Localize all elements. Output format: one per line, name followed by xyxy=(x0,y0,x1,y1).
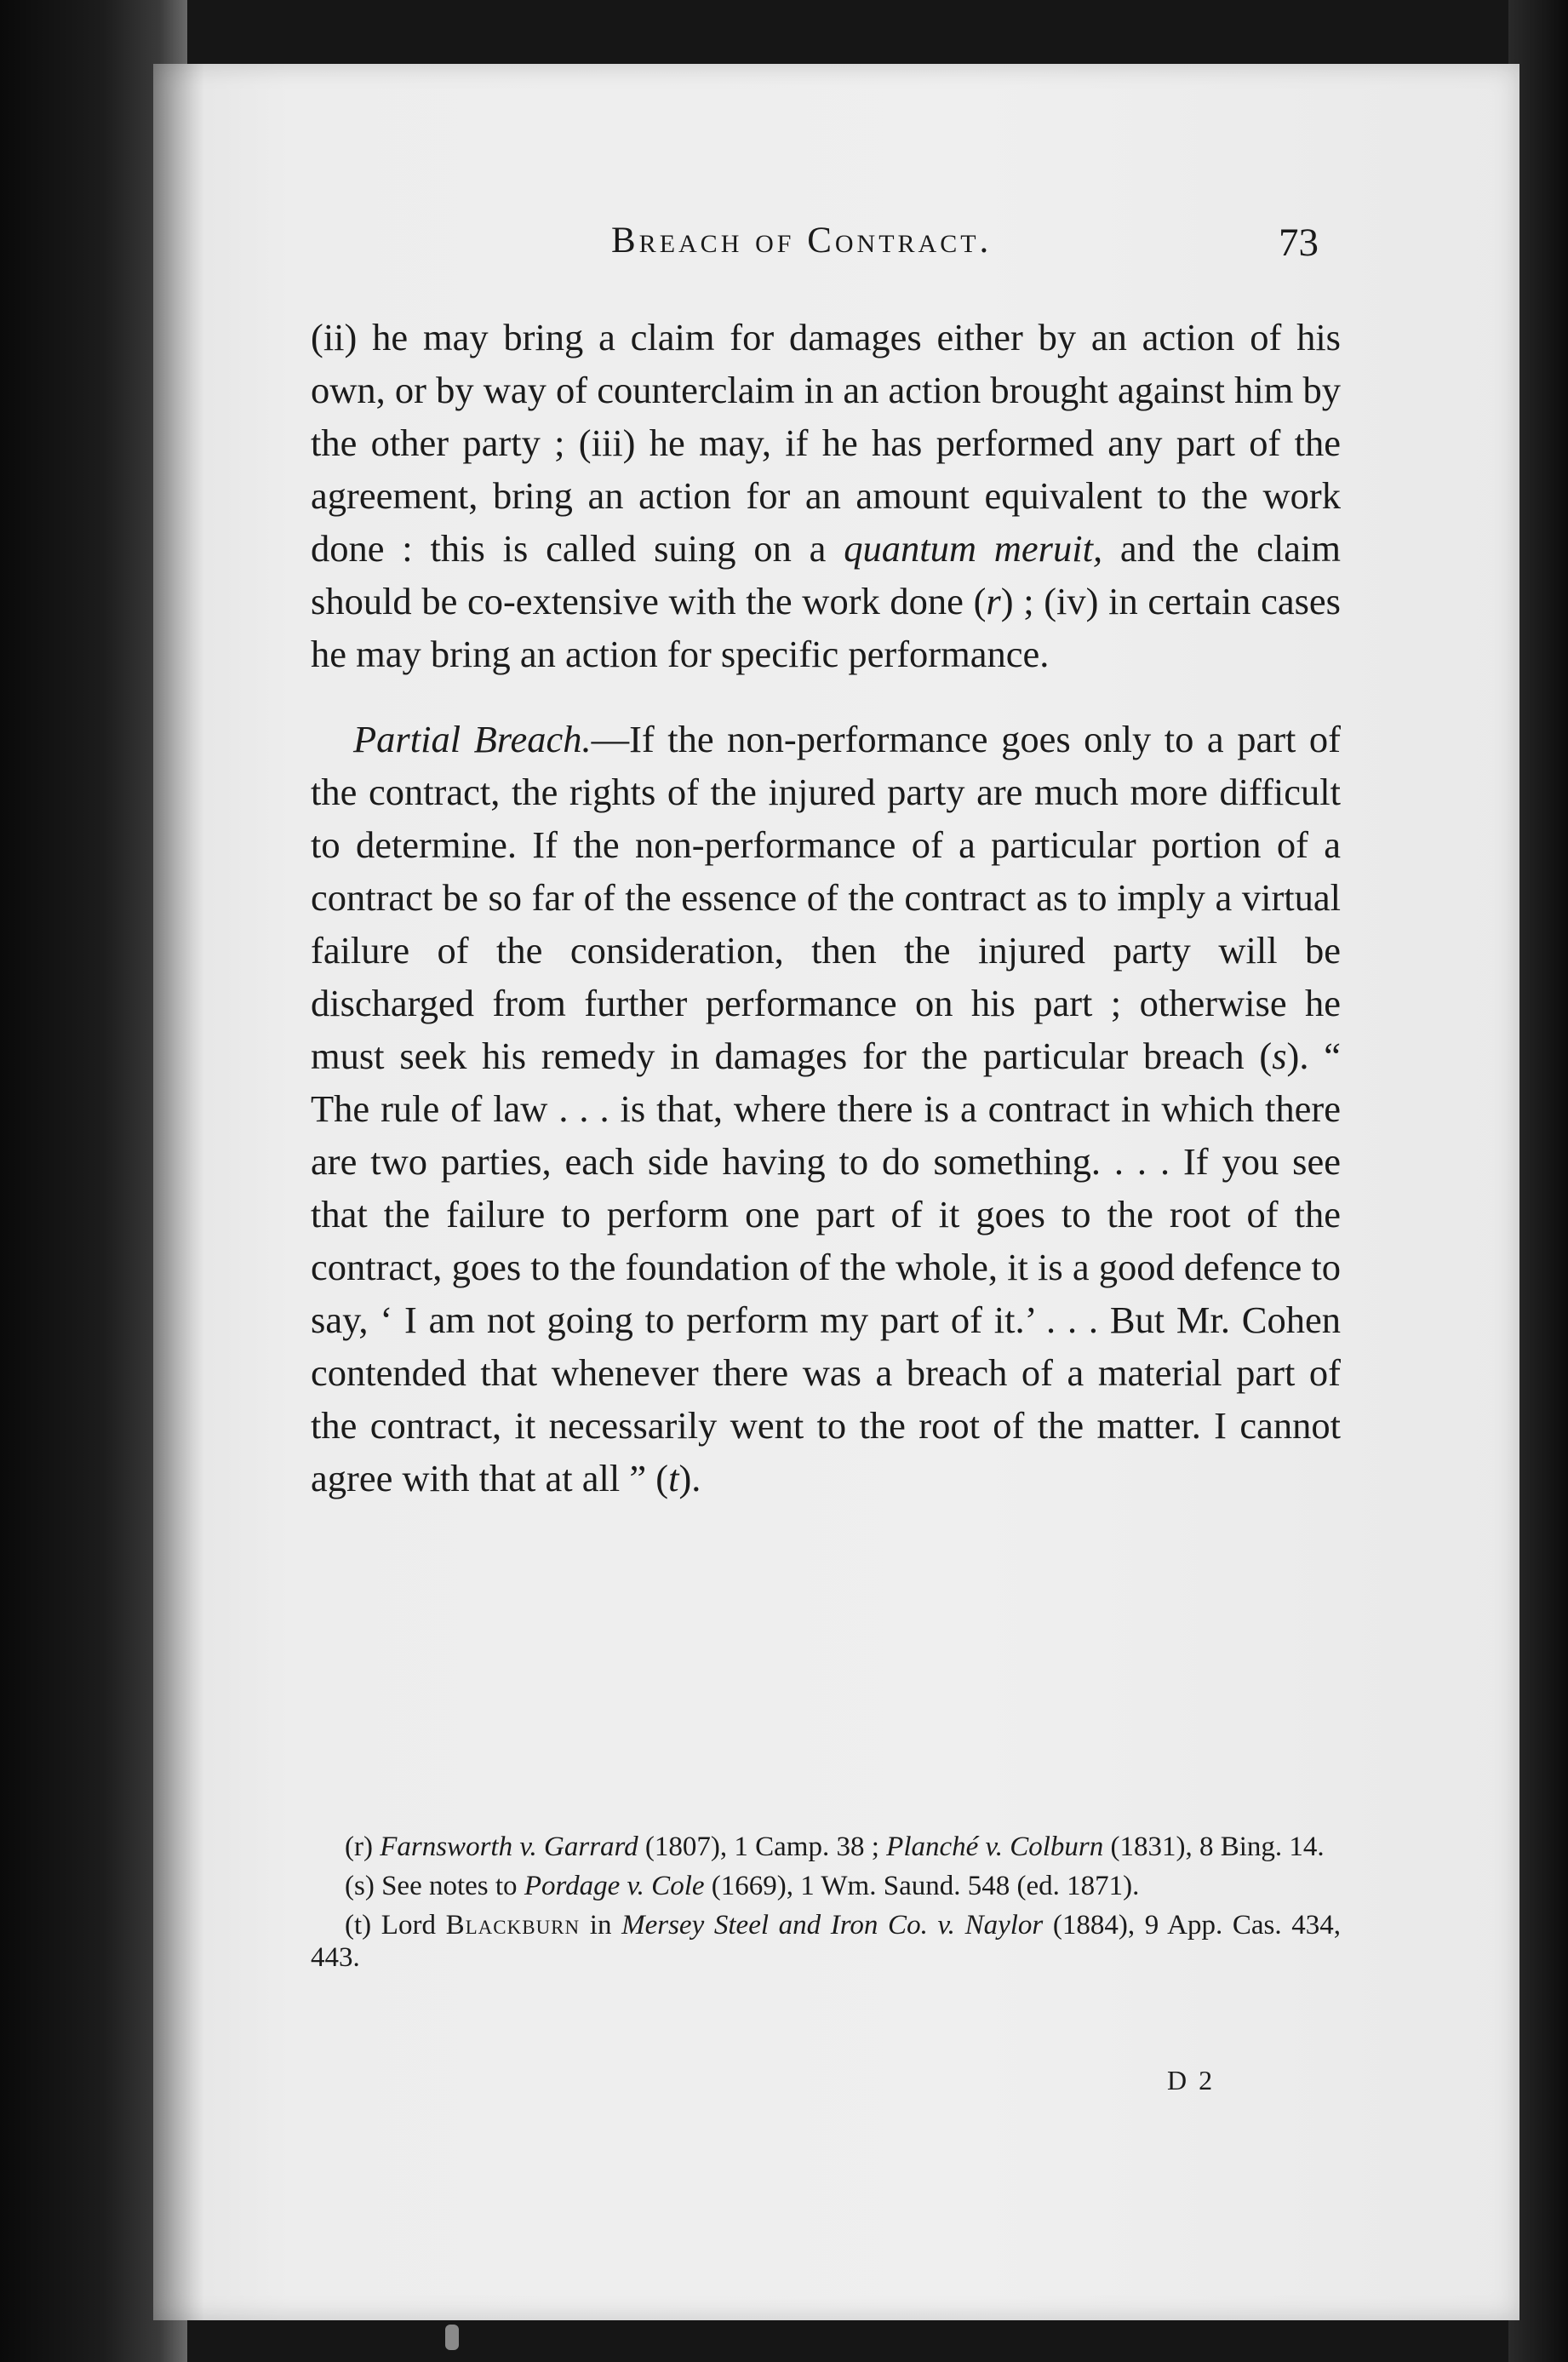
footnotes xyxy=(311,1831,1341,1981)
judge-name: Blackburn xyxy=(445,1910,581,1941)
footnote-text: See notes to xyxy=(374,1871,524,1901)
citation: (1831), 8 Bing. 14. xyxy=(1103,1832,1325,1862)
running-head: Breach of Contract. xyxy=(611,221,993,261)
body-text xyxy=(311,311,1341,1505)
paragraph-text: and the claim should be co-extensive with the work done ( xyxy=(311,527,1341,622)
paragraph-text: ) ; (iv) in certain cases he may bring an action for specific performance. xyxy=(311,580,1341,675)
case-name: Pordage v. Cole xyxy=(524,1871,705,1901)
citation: (1669), 1 Wm. Saund. 548 (ed. 1871). xyxy=(704,1871,1140,1901)
paragraph-text: ). “ The rule of law . . . is that, where there is a contract in which there are two parties, each side having to do something. . . . If you see that the failure to perform one part of it goes to the root of the contract, goes to the foundation of the whole, it is a good defence to say, ‘ I am not going to perform my part of it.’ . . . But Mr. Cohen contended that whenever there was a breach of a material part of the contract, it necessarily went to the root of the matter. I cannot agree with that at all ” ( xyxy=(311,1035,1342,1499)
footnote-reference: s xyxy=(1272,1035,1287,1077)
footnote-mark: (s) xyxy=(345,1871,375,1901)
footnote-reference: t xyxy=(668,1457,679,1499)
page-number: 73 xyxy=(1279,221,1319,265)
footnote-text: in xyxy=(580,1910,622,1941)
footnote-mark: (r) xyxy=(345,1832,373,1862)
footnote-r xyxy=(311,1831,1341,1863)
signature-mark: D 2 xyxy=(1167,2065,1216,2095)
scan-artifact xyxy=(445,2325,459,2350)
page-gutter-shadow xyxy=(153,64,204,2320)
paragraph-remedies xyxy=(311,311,1341,680)
paragraph-text: —If the non-performance goes only to a part of the contract, the rights of the injured party are much more difficult to determine. If the non-performance of a particular portion of a contract be so far of the essence of the contract as to imply a virtual failure of the consideration, then the injured party will be discharged from further performance on his part ; otherwise he must seek his remedy in damages for the particular breach ( xyxy=(311,718,1341,1077)
footnote-reference: r xyxy=(986,580,1001,622)
paragraph-text: (ii) he may bring a claim for damages either by an action of his own, or by way of counterclaim in an action brought against him by the other party ; (iii) he may, if he has performed any part of the agreement, bring an action for an amount equivalent to the work done : this is called suing on a xyxy=(311,316,1341,570)
footnote-s xyxy=(311,1870,1341,1902)
footnote-t xyxy=(311,1909,1341,1974)
footnote-mark: (t) xyxy=(345,1910,372,1941)
citation: (1884), 9 App. Cas. 434, 443. xyxy=(311,1910,1341,1973)
case-name: Planché v. Colburn xyxy=(886,1832,1104,1862)
section-heading: Partial Breach. xyxy=(353,718,592,760)
case-name: Farnsworth v. Garrard xyxy=(380,1832,638,1862)
paragraph-text: ). xyxy=(678,1457,701,1499)
latin-term: quantum meruit, xyxy=(844,527,1103,570)
citation: (1807), 1 Camp. 38 ; xyxy=(638,1832,887,1862)
footnote-text: Lord xyxy=(371,1910,446,1941)
case-name: Mersey Steel and Iron Co. v. Naylor xyxy=(621,1910,1044,1941)
paragraph-partial-breach xyxy=(311,713,1341,1505)
